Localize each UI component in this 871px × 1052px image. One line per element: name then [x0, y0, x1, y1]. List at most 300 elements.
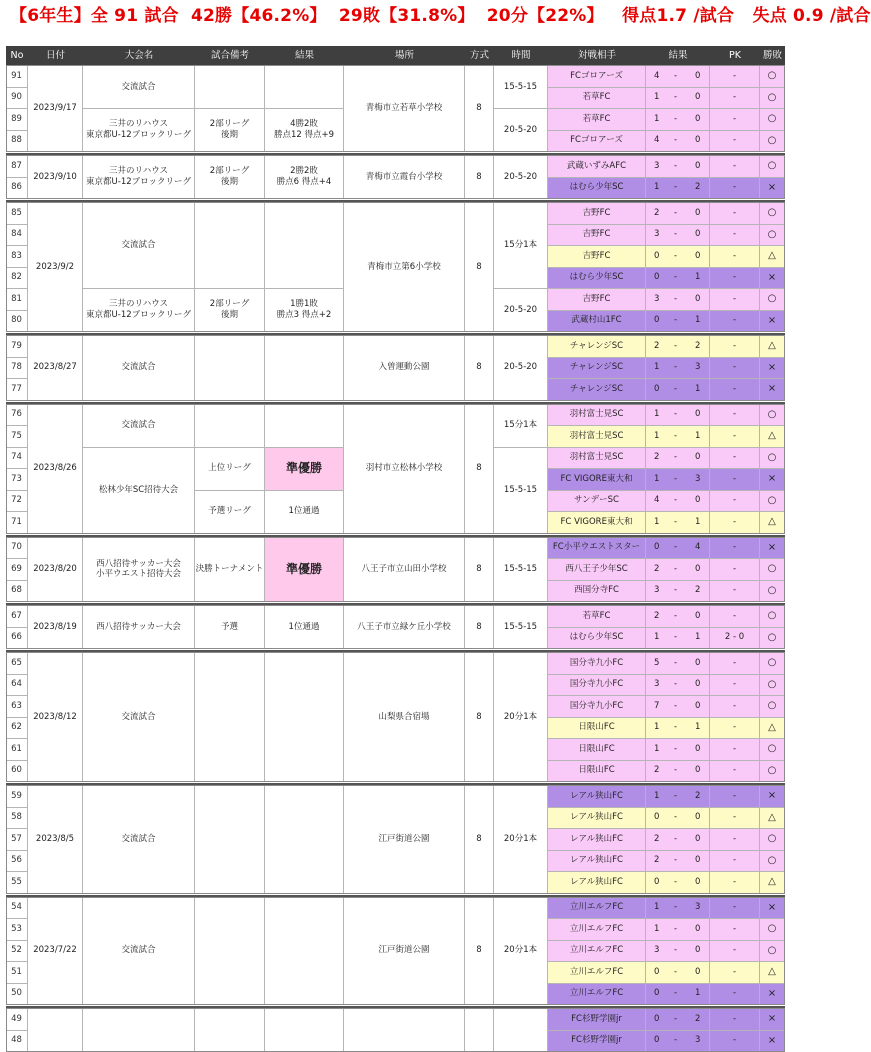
group-separator: [6, 783, 785, 785]
win-loss-mark: ×: [760, 898, 785, 920]
win-loss-mark: ×: [760, 178, 785, 200]
summary-losses: 29敗【31.8%】: [339, 6, 475, 26]
score-against: 0: [695, 405, 700, 426]
match-format: 8: [465, 898, 494, 1006]
opponent-name: 羽村富士見SC: [548, 448, 646, 470]
win-loss-mark: ○: [760, 941, 785, 963]
match-time-format: 15-5-15: [494, 538, 548, 603]
score-cell: [646, 761, 710, 783]
header-date: 日付: [28, 46, 83, 66]
score-against: 1: [695, 512, 700, 533]
win-loss-mark: ×: [760, 358, 785, 380]
win-loss-mark: ×: [760, 786, 785, 808]
score-for: 1: [654, 109, 659, 130]
match-time-format: 15-5-15: [494, 606, 548, 649]
score-against: 0: [695, 246, 700, 267]
pk-result: -: [710, 469, 760, 491]
score-dash: -: [674, 696, 677, 717]
match-number: 82: [6, 268, 28, 290]
match-format: 8: [465, 405, 494, 534]
opponent-name: FC VIGORE東大和: [548, 469, 646, 491]
score-for: 3: [654, 941, 659, 962]
score-cell: [646, 225, 710, 247]
pk-result: -: [710, 88, 760, 110]
score-cell: [646, 718, 710, 740]
score-for: 0: [654, 246, 659, 267]
opponent-name: レアル狭山FC: [548, 872, 646, 894]
match-number: 77: [6, 379, 28, 401]
opponent-name: 武蔵村山1FC: [548, 311, 646, 333]
score-cell: [646, 469, 710, 491]
score-against: 3: [695, 898, 700, 919]
pk-result: -: [710, 559, 760, 581]
opponent-name: 立川エルフFC: [548, 919, 646, 941]
score-cell: [646, 1009, 710, 1031]
score-for: 1: [654, 88, 659, 109]
match-number: 51: [6, 962, 28, 984]
score-against: 1: [695, 311, 700, 332]
match-format: [465, 1009, 494, 1052]
tournament-result: [265, 898, 344, 1006]
group-separator: [6, 650, 785, 652]
match-remark: 決勝トーナメント: [195, 538, 265, 603]
match-format: 8: [465, 786, 494, 894]
match-time-format: 20-5-20: [494, 336, 548, 401]
match-number: 65: [6, 653, 28, 675]
score-for: 0: [654, 872, 659, 893]
opponent-name: 西国分寺FC: [548, 581, 646, 603]
score-cell: [646, 606, 710, 628]
score-dash: -: [674, 675, 677, 696]
tournament-result: [265, 203, 344, 289]
score-dash: -: [674, 358, 677, 379]
header-venue: 場所: [344, 46, 465, 66]
pk-result: -: [710, 761, 760, 783]
score-dash: -: [674, 606, 677, 627]
tournament-result: 1位通過: [265, 491, 344, 534]
score-cell: [646, 426, 710, 448]
score-cell: [646, 559, 710, 581]
win-loss-mark: ○: [760, 559, 785, 581]
match-number: 54: [6, 898, 28, 920]
pk-result: -: [710, 156, 760, 178]
score-cell: [646, 336, 710, 358]
match-remark: [195, 66, 265, 109]
win-loss-mark: ○: [760, 606, 785, 628]
score-against: 0: [695, 448, 700, 469]
score-for: 1: [654, 426, 659, 447]
match-date: 2023/8/27: [28, 336, 83, 401]
match-number: 71: [6, 512, 28, 534]
score-dash: -: [674, 1031, 677, 1052]
score-for: 2: [654, 559, 659, 580]
score-dash: -: [674, 156, 677, 177]
score-dash: -: [674, 898, 677, 919]
score-against: 2: [695, 786, 700, 807]
score-dash: -: [674, 559, 677, 580]
pk-result: -: [710, 178, 760, 200]
match-venue: 八王子市立山田小学校: [344, 538, 465, 603]
score-dash: -: [674, 628, 677, 649]
opponent-name: 羽村富士見SC: [548, 405, 646, 427]
score-cell: [646, 919, 710, 941]
pk-result: -: [710, 606, 760, 628]
tournament-name: 交流試合: [83, 898, 195, 1006]
score-cell: [646, 898, 710, 920]
tournament-result: 2勝2敗 勝点6 得点+4: [265, 156, 344, 199]
opponent-name: レアル狭山FC: [548, 851, 646, 873]
score-against: 1: [695, 379, 700, 400]
win-loss-mark: △: [760, 962, 785, 984]
header-format: 方式: [465, 46, 494, 66]
score-dash: -: [674, 962, 677, 983]
group-separator: [6, 153, 785, 155]
score-against: 0: [695, 653, 700, 674]
win-loss-mark: ○: [760, 919, 785, 941]
match-format: 8: [465, 606, 494, 649]
match-number: 86: [6, 178, 28, 200]
result-highlight: 準優勝: [265, 448, 344, 491]
pk-result: -: [710, 426, 760, 448]
score-cell: [646, 131, 710, 153]
tournament-result: [265, 66, 344, 109]
score-cell: [646, 808, 710, 830]
score-for: 3: [654, 225, 659, 246]
match-number: 55: [6, 872, 28, 894]
match-number: 72: [6, 491, 28, 513]
win-loss-mark: ×: [760, 984, 785, 1006]
score-against: 0: [695, 88, 700, 109]
pk-result: -: [710, 448, 760, 470]
match-venue: 入曽運動公園: [344, 336, 465, 401]
result-highlight: 準優勝: [265, 538, 344, 603]
score-against: 0: [695, 156, 700, 177]
group-separator: [6, 895, 785, 897]
score-for: 1: [654, 898, 659, 919]
header-opponent: 対戦相手: [548, 46, 646, 66]
opponent-name: 国分寺九小FC: [548, 675, 646, 697]
match-remark: 2部リーグ 後期: [195, 289, 265, 332]
match-venue: [344, 1009, 465, 1052]
pk-result: -: [710, 898, 760, 920]
score-cell: [646, 379, 710, 401]
pk-result: -: [710, 268, 760, 290]
score-against: 0: [695, 941, 700, 962]
win-loss-mark: △: [760, 426, 785, 448]
win-loss-mark: ×: [760, 268, 785, 290]
match-remark: [195, 786, 265, 894]
score-dash: -: [674, 538, 677, 559]
match-venue: 江戸街道公園: [344, 786, 465, 894]
tournament-name: 三井のリハウス 東京都U-12ブロックリーグ: [83, 289, 195, 332]
score-dash: -: [674, 203, 677, 224]
match-number: 89: [6, 109, 28, 131]
pk-result: -: [710, 1009, 760, 1031]
pk-result: -: [710, 109, 760, 131]
header-pk: PK: [710, 46, 760, 66]
pk-result: -: [710, 512, 760, 534]
score-for: 0: [654, 808, 659, 829]
tournament-result: 4勝2敗 勝点12 得点+9: [265, 109, 344, 152]
score-against: 0: [695, 962, 700, 983]
opponent-name: チャレンジSC: [548, 358, 646, 380]
score-against: 3: [695, 469, 700, 490]
match-remark: [195, 653, 265, 782]
pk-result: -: [710, 538, 760, 560]
score-cell: [646, 739, 710, 761]
match-time-format: 15分1本: [494, 203, 548, 289]
score-cell: [646, 66, 710, 88]
match-time-format: 15-5-15: [494, 66, 548, 109]
score-cell: [646, 872, 710, 894]
win-loss-mark: ○: [760, 829, 785, 851]
win-loss-mark: ○: [760, 448, 785, 470]
win-loss-mark: ×: [760, 538, 785, 560]
score-against: 0: [695, 872, 700, 893]
tournament-name: 西八招待サッカー大会 小平ウエスト招待大会: [83, 538, 195, 603]
pk-result: -: [710, 358, 760, 380]
match-date: 2023/9/10: [28, 156, 83, 199]
opponent-name: 日限山FC: [548, 718, 646, 740]
score-against: 0: [695, 761, 700, 782]
score-for: 4: [654, 491, 659, 512]
match-number: 57: [6, 829, 28, 851]
opponent-name: 吉野FC: [548, 246, 646, 268]
win-loss-mark: ○: [760, 761, 785, 783]
tournament-name: 交流試合: [83, 203, 195, 289]
score-for: 1: [654, 628, 659, 649]
match-remark: 予選リーグ: [195, 491, 265, 534]
score-dash: -: [674, 289, 677, 310]
score-dash: -: [674, 653, 677, 674]
score-for: 0: [654, 1031, 659, 1052]
score-cell: [646, 653, 710, 675]
opponent-name: レアル狭山FC: [548, 786, 646, 808]
pk-result: -: [710, 941, 760, 963]
score-cell: [646, 156, 710, 178]
score-against: 0: [695, 131, 700, 152]
match-remark: [195, 898, 265, 1006]
score-against: 0: [695, 66, 700, 87]
opponent-name: 国分寺九小FC: [548, 696, 646, 718]
win-loss-mark: ○: [760, 696, 785, 718]
win-loss-mark: ○: [760, 581, 785, 603]
match-time-format: 15分1本: [494, 405, 548, 448]
score-against: 3: [695, 1031, 700, 1052]
match-remark: 上位リーグ: [195, 448, 265, 491]
match-date: 2023/9/17: [28, 66, 83, 152]
score-for: 0: [654, 311, 659, 332]
match-number: 52: [6, 941, 28, 963]
match-time-format: 20-5-20: [494, 109, 548, 152]
opponent-name: FC杉野学園jr: [548, 1009, 646, 1031]
tournament-name: 交流試合: [83, 66, 195, 109]
match-number: 67: [6, 606, 28, 628]
match-venue: 青梅市立霞台小学校: [344, 156, 465, 199]
match-remark: [195, 336, 265, 401]
match-venue: 羽村市立松林小学校: [344, 405, 465, 534]
score-for: 0: [654, 962, 659, 983]
score-against: 0: [695, 559, 700, 580]
pk-result: -: [710, 872, 760, 894]
pk-result: -: [710, 851, 760, 873]
win-loss-mark: ○: [760, 653, 785, 675]
score-against: 4: [695, 538, 700, 559]
opponent-name: 若草FC: [548, 109, 646, 131]
score-for: 2: [654, 851, 659, 872]
score-dash: -: [674, 311, 677, 332]
match-venue: 八王子市立緑ケ丘小学校: [344, 606, 465, 649]
opponent-name: チャレンジSC: [548, 379, 646, 401]
score-dash: -: [674, 178, 677, 199]
score-dash: -: [674, 66, 677, 87]
pk-result: -: [710, 919, 760, 941]
match-time-format: [494, 1009, 548, 1052]
score-dash: -: [674, 851, 677, 872]
match-number: 60: [6, 761, 28, 783]
score-for: 1: [654, 178, 659, 199]
score-cell: [646, 941, 710, 963]
score-dash: -: [674, 88, 677, 109]
pk-result: -: [710, 289, 760, 311]
score-dash: -: [674, 131, 677, 152]
score-dash: -: [674, 268, 677, 289]
win-loss-mark: ○: [760, 131, 785, 153]
match-number: 68: [6, 581, 28, 603]
score-against: 1: [695, 628, 700, 649]
score-for: 5: [654, 653, 659, 674]
match-number: 53: [6, 919, 28, 941]
win-loss-mark: ○: [760, 289, 785, 311]
score-for: 1: [654, 919, 659, 940]
match-format: 8: [465, 336, 494, 401]
match-time-format: 20-5-20: [494, 289, 548, 332]
tournament-result: 1勝1敗 勝点3 得点+2: [265, 289, 344, 332]
group-separator: [6, 1006, 785, 1008]
match-venue: 青梅市立第6小学校: [344, 203, 465, 332]
score-for: 4: [654, 66, 659, 87]
win-loss-mark: ○: [760, 225, 785, 247]
score-dash: -: [674, 336, 677, 357]
score-for: 2: [654, 448, 659, 469]
match-number: 87: [6, 156, 28, 178]
score-for: 2: [654, 829, 659, 850]
opponent-name: 吉野FC: [548, 203, 646, 225]
group-separator: [6, 200, 785, 202]
match-time-format: 20分1本: [494, 653, 548, 782]
score-for: 3: [654, 675, 659, 696]
match-date: [28, 1009, 83, 1052]
match-number: 84: [6, 225, 28, 247]
tournament-name: [83, 1009, 195, 1052]
match-date: 2023/7/22: [28, 898, 83, 1006]
score-cell: [646, 109, 710, 131]
pk-result: -: [710, 653, 760, 675]
win-loss-mark: ○: [760, 628, 785, 650]
opponent-name: 若草FC: [548, 606, 646, 628]
match-venue: 江戸街道公園: [344, 898, 465, 1006]
match-number: 56: [6, 851, 28, 873]
opponent-name: レアル狭山FC: [548, 829, 646, 851]
match-number: 50: [6, 984, 28, 1006]
opponent-name: はむら少年SC: [548, 628, 646, 650]
score-for: 0: [654, 984, 659, 1005]
score-cell: [646, 178, 710, 200]
tournament-name: 松林少年SC招待大会: [83, 448, 195, 534]
score-dash: -: [674, 761, 677, 782]
score-for: 1: [654, 358, 659, 379]
score-against: 0: [695, 851, 700, 872]
match-number: 85: [6, 203, 28, 225]
score-dash: -: [674, 919, 677, 940]
pk-result: -: [710, 379, 760, 401]
score-cell: [646, 491, 710, 513]
score-dash: -: [674, 984, 677, 1005]
score-for: 2: [654, 203, 659, 224]
win-loss-mark: △: [760, 246, 785, 268]
match-number: 70: [6, 538, 28, 560]
match-number: 91: [6, 66, 28, 88]
score-cell: [646, 448, 710, 470]
score-for: 0: [654, 379, 659, 400]
summary-goals-scored: 得点1.7 /試合: [622, 6, 734, 26]
pk-result: -: [710, 66, 760, 88]
tournament-result: [265, 786, 344, 894]
win-loss-mark: ○: [760, 739, 785, 761]
tournament-name: 西八招待サッカー大会: [83, 606, 195, 649]
header-score: 結果: [646, 46, 710, 66]
group-separator: [6, 333, 785, 335]
score-for: 3: [654, 289, 659, 310]
tournament-result: [265, 1009, 344, 1052]
win-loss-mark: ×: [760, 1031, 785, 1052]
match-date: 2023/8/20: [28, 538, 83, 603]
match-number: 59: [6, 786, 28, 808]
win-loss-mark: △: [760, 808, 785, 830]
opponent-name: FCゴロアーズ: [548, 131, 646, 153]
match-remark: 2部リーグ 後期: [195, 109, 265, 152]
match-number: 58: [6, 808, 28, 830]
win-loss-mark: ×: [760, 1009, 785, 1031]
score-against: 1: [695, 984, 700, 1005]
match-date: 2023/8/5: [28, 786, 83, 894]
opponent-name: 立川エルフFC: [548, 962, 646, 984]
score-dash: -: [674, 491, 677, 512]
score-cell: [646, 268, 710, 290]
match-time-format: 20分1本: [494, 898, 548, 1006]
match-remark: [195, 203, 265, 289]
opponent-name: 立川エルフFC: [548, 898, 646, 920]
match-number: 78: [6, 358, 28, 380]
pk-result: -: [710, 675, 760, 697]
tournament-result: 1位通過: [265, 606, 344, 649]
match-format: 8: [465, 538, 494, 603]
header-remark: 試合備考: [195, 46, 265, 66]
score-cell: [646, 984, 710, 1006]
match-number: 49: [6, 1009, 28, 1031]
opponent-name: 日限山FC: [548, 761, 646, 783]
opponent-name: FC小平ウエストスター: [548, 538, 646, 560]
score-against: 3: [695, 358, 700, 379]
score-against: 0: [695, 739, 700, 760]
match-number: 76: [6, 405, 28, 427]
score-cell: [646, 246, 710, 268]
score-dash: -: [674, 405, 677, 426]
score-against: 0: [695, 829, 700, 850]
pk-result: -: [710, 131, 760, 153]
opponent-name: FC VIGORE東大和: [548, 512, 646, 534]
score-for: 1: [654, 469, 659, 490]
